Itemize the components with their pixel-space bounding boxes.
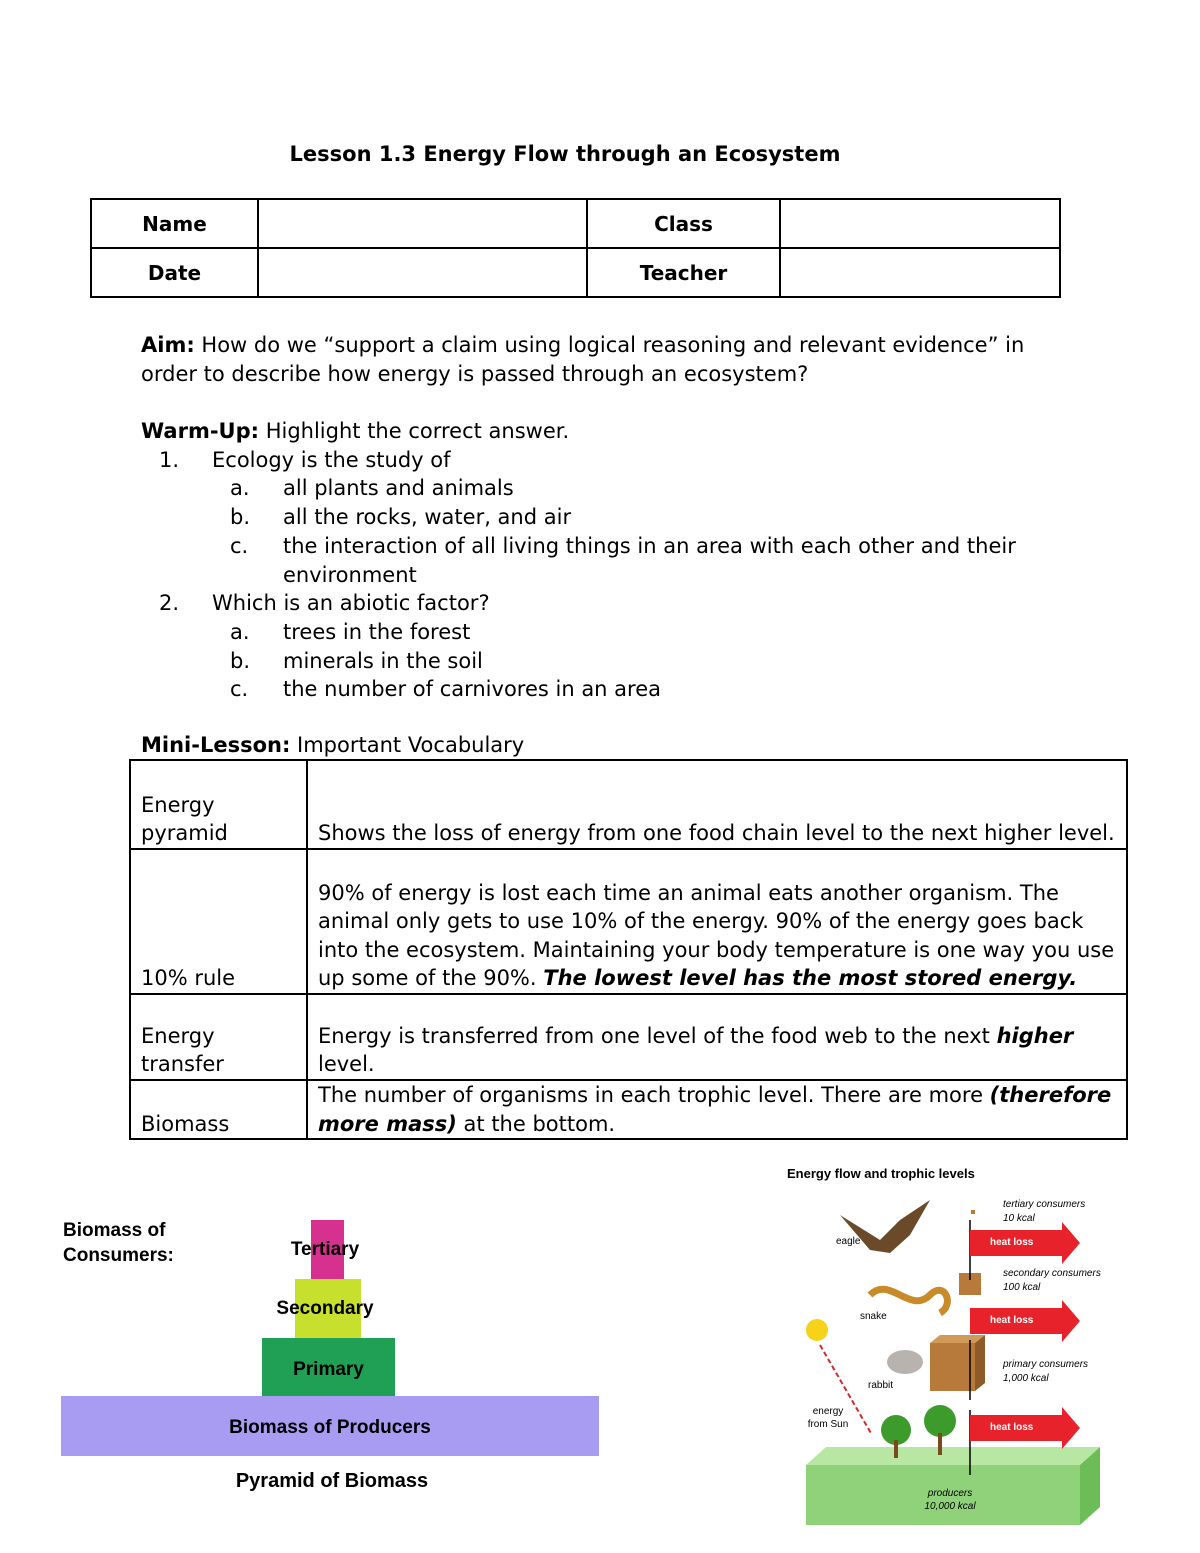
vocabulary-table [129, 759, 1128, 1140]
rabbit-label: rabbit [868, 1380, 894, 1391]
aim-section [141, 331, 1061, 388]
date-label: Date [91, 248, 258, 297]
answer-choice[interactable] [141, 474, 1061, 503]
answer-choice[interactable] [141, 532, 1061, 589]
energy-flow-title: Energy flow and trophic levels [787, 1166, 975, 1181]
primary-label: Primary [293, 1359, 364, 1380]
choice-letter: c. [230, 533, 249, 558]
choice-letter: c. [230, 677, 249, 702]
choice-text: trees in the forest [283, 619, 471, 644]
question-number: 1. [159, 447, 180, 472]
answer-choice[interactable] [141, 675, 1061, 704]
vocab-term: 10% rule [130, 849, 307, 994]
primary-consumers-label: primary consumers [1003, 1359, 1089, 1370]
mini-lesson-heading [141, 731, 524, 760]
energy-flow-illustration [780, 1185, 1120, 1525]
definition-text: Energy is transferred from one level of the food web to the next [318, 1023, 997, 1048]
rabbit-icon [887, 1350, 923, 1374]
secondary-kcal: 100 kcal [1003, 1282, 1041, 1293]
choice-letter: b. [230, 648, 251, 673]
definition-text-end: at the bottom. [456, 1111, 616, 1136]
choice-text: all the rocks, water, and air [283, 505, 572, 530]
choice-letter: a. [230, 619, 250, 644]
definition-emphasis: The lowest level has the most stored energy. [543, 966, 1078, 991]
definition-text-end: level. [318, 1052, 375, 1077]
producers-label: producers [927, 1488, 973, 1499]
producers-label: Biomass of Producers [229, 1417, 431, 1438]
vocab-definition [307, 1080, 1127, 1139]
tree-trunk [938, 1433, 942, 1455]
biomass-consumers-heading: Biomass of Consumers: [63, 1220, 174, 1266]
mini-lesson-label: Mini-Lesson: [141, 733, 291, 757]
mini-lesson-subtitle: Important Vocabulary [290, 733, 525, 757]
definition-emphasis: higher [996, 1023, 1074, 1048]
producers-kcal: 10,000 kcal [924, 1501, 976, 1512]
heat-loss-label: heat loss [990, 1315, 1034, 1326]
class-label: Class [587, 199, 780, 248]
tertiary-kcal: 10 kcal [1003, 1213, 1035, 1224]
warmup-instruction: Highlight the correct answer. [259, 419, 570, 443]
question-1 [141, 446, 1061, 475]
warmup-section [141, 417, 1061, 704]
question-text: Ecology is the study of [212, 447, 451, 472]
student-info-table [90, 198, 1061, 298]
vocab-term: Energy pyramid [130, 760, 307, 849]
energy-from-sun-label: energy from Sun [807, 1406, 849, 1430]
vocab-definition: Shows the loss of energy from one food chain level to the next higher level. [307, 760, 1127, 849]
vocab-definition [307, 849, 1127, 994]
choice-letter: b. [230, 505, 251, 530]
teacher-field[interactable] [780, 248, 1060, 297]
answer-choice[interactable] [141, 618, 1061, 647]
class-field[interactable] [780, 199, 1060, 248]
choice-text: the number of carnivores in an area [283, 677, 661, 702]
choice-letter: a. [230, 476, 250, 501]
energy-cube-primary [930, 1343, 975, 1391]
choice-text: minerals in the soil [283, 648, 483, 673]
cube-side [975, 1335, 985, 1391]
secondary-consumers-label: secondary consumers [1003, 1268, 1101, 1279]
eagle-label: eagle [836, 1236, 861, 1247]
definition-text: 90% of energy is lost each time an animal eats another organism. The animal only gets to use 10% of the energy. 90% of the energy goes back into the ecosystem. Maintaining your body temperature is one way you use up some of the 90%. [318, 880, 1115, 991]
answer-choice[interactable] [141, 647, 1061, 676]
definition-text: The number of organisms in each trophic level. There are more [318, 1083, 990, 1107]
answer-choice[interactable] [141, 503, 1061, 532]
vocab-term: Biomass [130, 1080, 307, 1139]
name-label: Name [91, 199, 258, 248]
heat-loss-label: heat loss [990, 1422, 1034, 1433]
vocab-term: Energy transfer [130, 994, 307, 1080]
date-field[interactable] [258, 248, 587, 297]
choice-text: all plants and animals [283, 476, 514, 501]
heat-loss-label: heat loss [990, 1237, 1034, 1248]
snake-label: snake [860, 1311, 887, 1322]
tree-trunk [894, 1440, 898, 1458]
aim-label: Aim: [141, 333, 195, 357]
tree-icon [924, 1405, 956, 1437]
vocab-definition [307, 994, 1127, 1080]
tertiary-label: Tertiary [290, 1239, 360, 1260]
name-field[interactable] [258, 199, 587, 248]
tertiary-consumers-label: tertiary consumers [1003, 1199, 1086, 1210]
secondary-label: Secondary [276, 1298, 374, 1319]
aim-text: How do we “support a claim using logical reasoning and relevant evidence” in order to describe how energy is passed through an ecosystem? [141, 333, 1025, 386]
teacher-label: Teacher [587, 248, 780, 297]
snake-icon [870, 1289, 947, 1313]
ground-top [806, 1447, 1100, 1465]
question-2 [141, 589, 1061, 618]
choice-text: the interaction of all living things in an area with each other and their environment [283, 533, 1016, 587]
energy-cube-tertiary [971, 1210, 975, 1214]
primary-kcal: 1,000 kcal [1003, 1373, 1049, 1384]
warmup-label: Warm-Up: [141, 419, 260, 443]
sun-icon [806, 1319, 828, 1341]
page-title: Lesson 1.3 Energy Flow through an Ecosystem [289, 142, 841, 166]
pyramid-caption: Pyramid of Biomass [235, 1470, 429, 1492]
question-text: Which is an abiotic factor? [212, 591, 490, 616]
question-number: 2. [159, 591, 180, 616]
definition-emphasis: (therefore more mass) [318, 1083, 1112, 1136]
